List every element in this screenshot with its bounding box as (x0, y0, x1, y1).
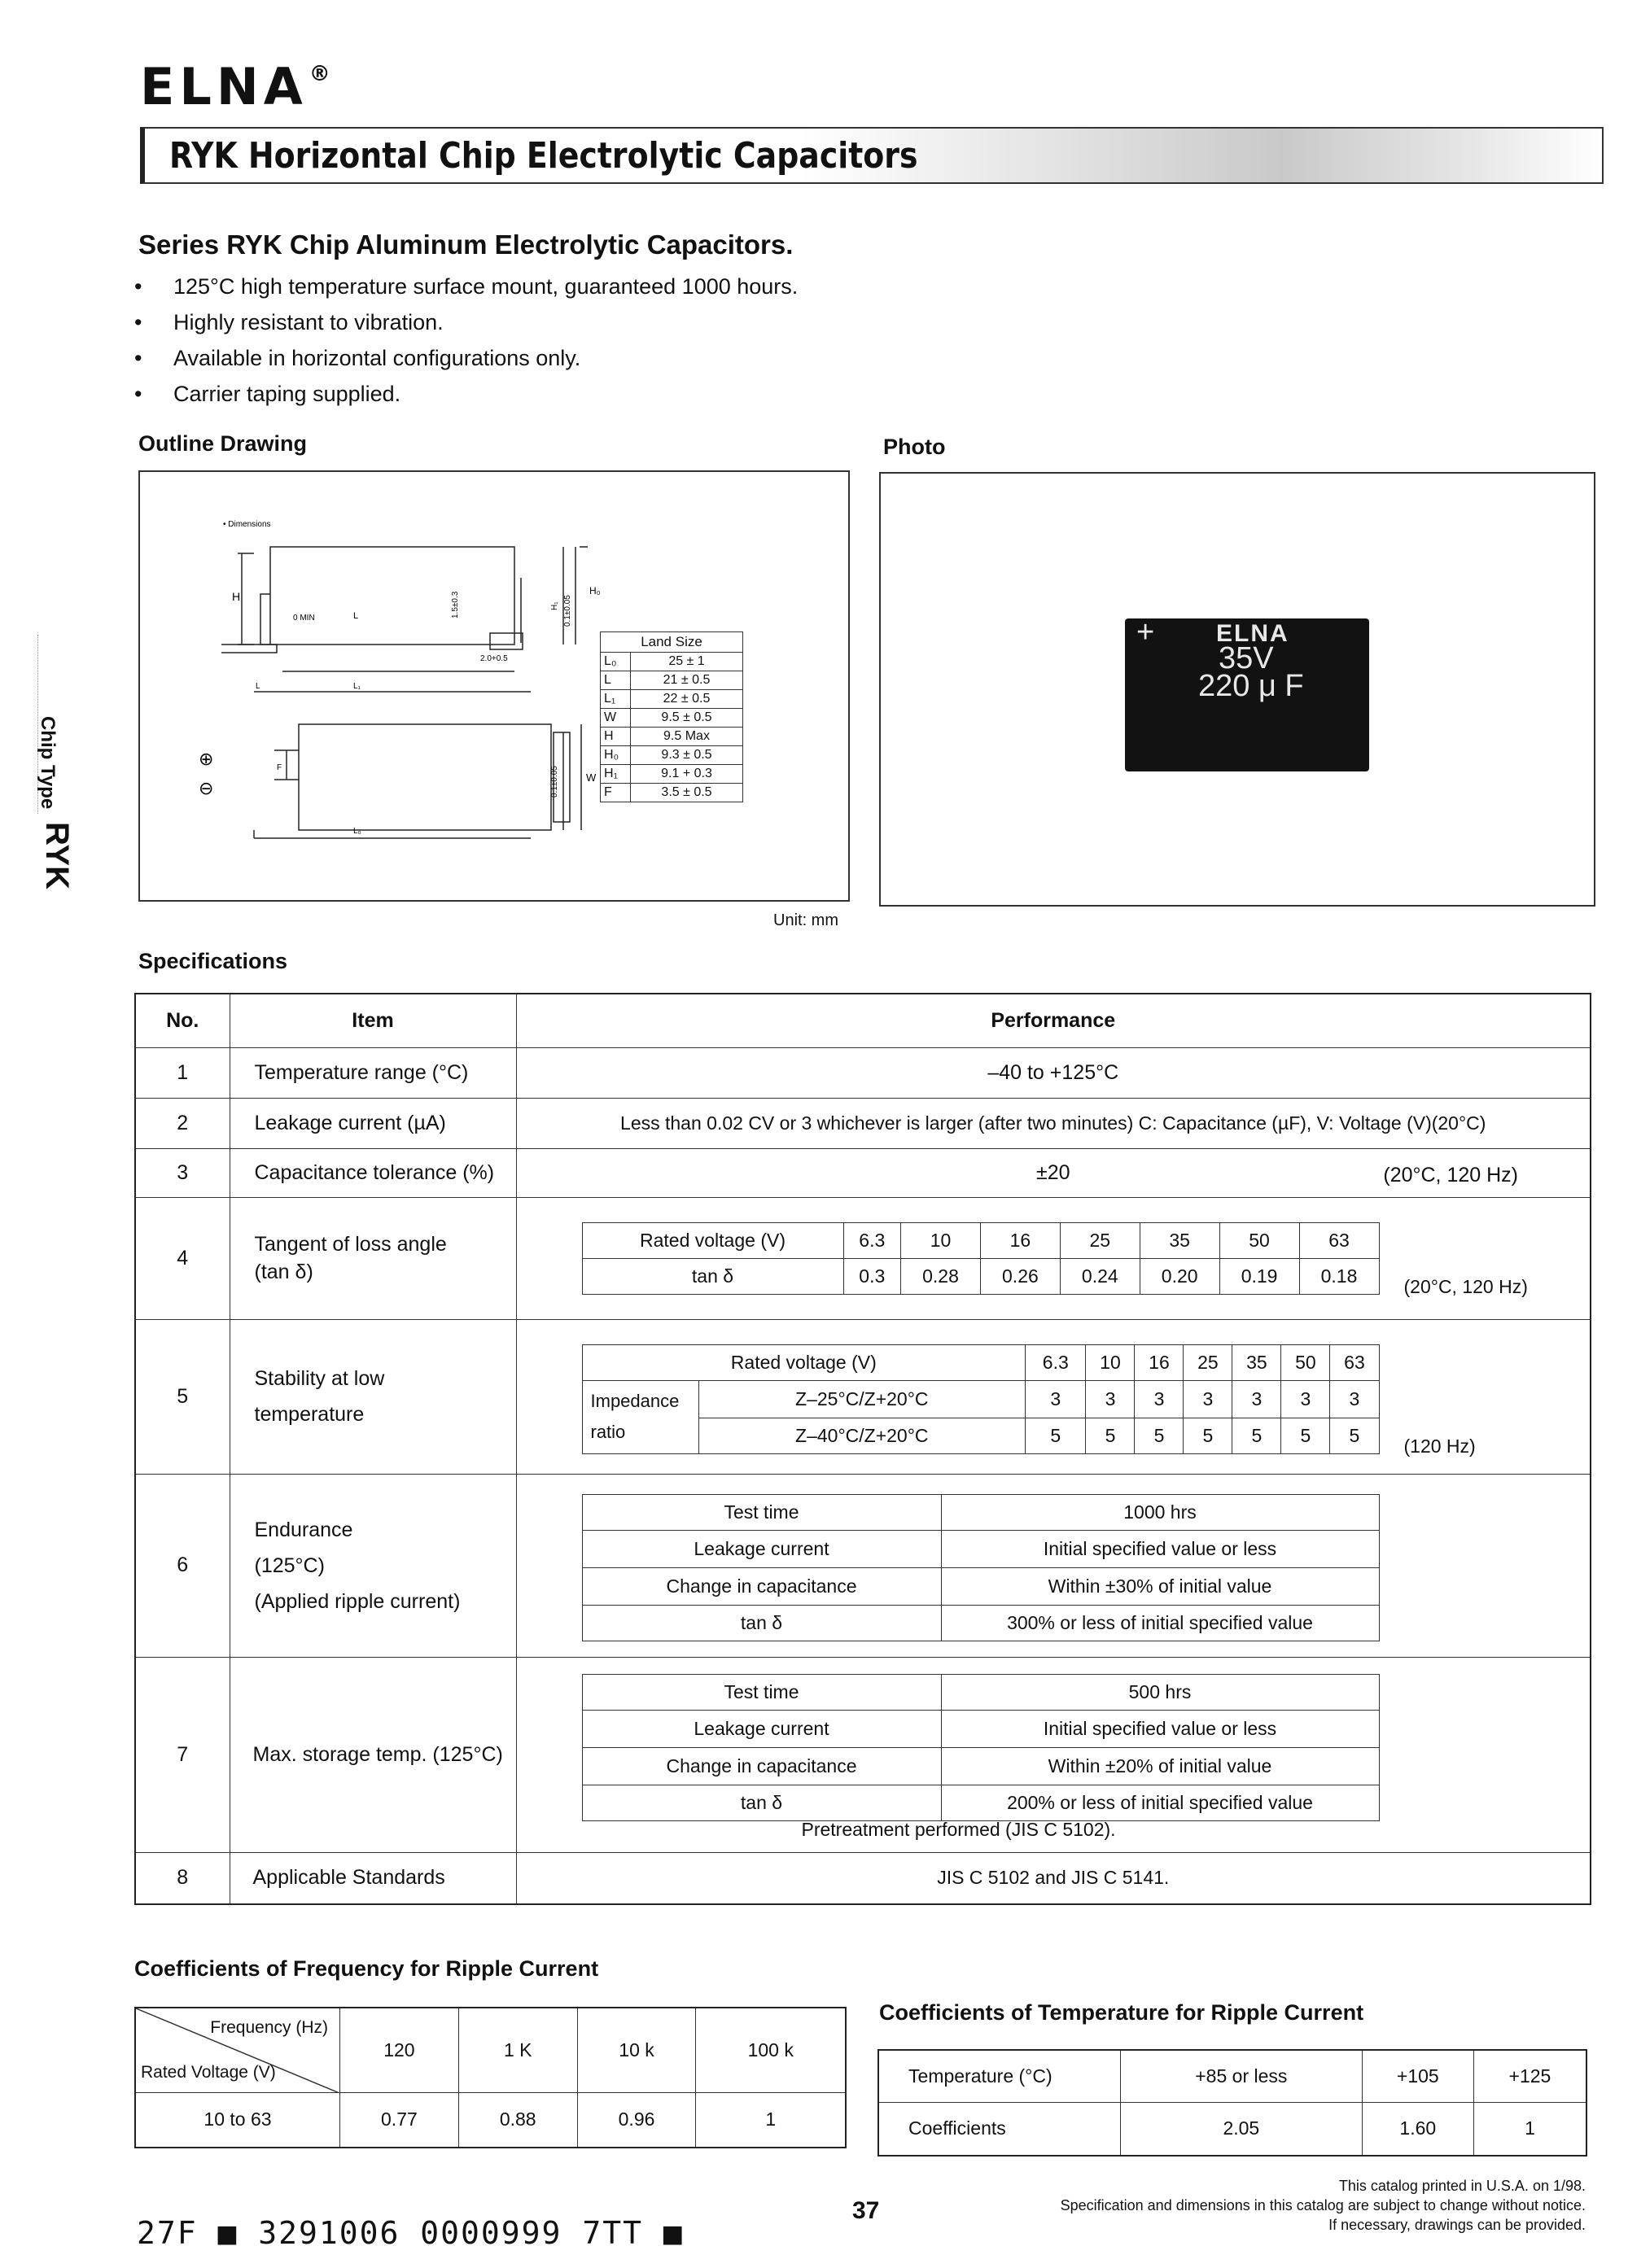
dim-h: H (232, 590, 241, 603)
freq-table (134, 2007, 847, 2148)
minus-terminal-icon: ⊖ (199, 778, 214, 798)
voltage-cell: 25 (1184, 1344, 1232, 1380)
row-item: Leakage current (µA) (230, 1098, 516, 1148)
row-item: Temperature range (°C) (230, 1047, 516, 1098)
voltage-cell: 6.3 (843, 1222, 901, 1258)
tan-cell: 0.24 (1060, 1258, 1140, 1294)
pretreatment-note: Pretreatment performed (JIS C 5102). (801, 1818, 1116, 1840)
dim-l1: L₁ (353, 682, 361, 691)
impedance-table (582, 1344, 1380, 1454)
freq-row-label: 10 to 63 (135, 2092, 340, 2148)
imp-cell: 3 (1026, 1380, 1086, 1418)
col-no: No. (135, 994, 230, 1047)
tolerance-condition: (20°C, 120 Hz) (1383, 1163, 1518, 1186)
temp-col: +125 (1473, 2050, 1586, 2102)
land-key: L₁ (601, 690, 631, 709)
footer-note: This catalog printed in U.S.A. on 1/98. (1338, 2178, 1586, 2194)
land-key: H (601, 728, 631, 746)
voltage-cell: 63 (1299, 1222, 1379, 1258)
row-perf: –40 to +125°C (516, 1047, 1591, 1098)
tan-delta-table (582, 1222, 1380, 1295)
dim-l0: L₀ (353, 827, 361, 836)
land-value: 21 ± 0.5 (631, 671, 743, 690)
endurance-table (582, 1494, 1380, 1641)
brand-logo: ELNA® (140, 57, 330, 116)
voltage-cell: 25 (1060, 1222, 1140, 1258)
temp-header-label: Temperature (°C) (878, 2050, 1121, 2102)
row-no: 4 (135, 1197, 230, 1319)
freq-diag-bottom: Rated Voltage (V) (141, 2062, 276, 2082)
freq-diag-top: Frequency (Hz) (210, 2018, 328, 2037)
footer-notes (918, 2176, 1586, 2235)
land-value: 25 ± 1 (631, 653, 743, 671)
temp-value: 2.05 (1121, 2102, 1363, 2156)
barcode-code: 27F ■ 3291006 0000999 7TT ■ (137, 2215, 684, 2251)
endurance-value: 1000 hrs (941, 1494, 1379, 1530)
dim-f: F (277, 763, 282, 772)
temp-value: 1.60 (1362, 2102, 1473, 2156)
tan-cell: 0.20 (1140, 1258, 1219, 1294)
dim-0-1: 0.1±0.05 (563, 595, 572, 627)
row-item: Stability at low temperature (230, 1319, 516, 1474)
temp-col: +105 (1362, 2050, 1473, 2102)
freq-value: 0.96 (577, 2092, 696, 2148)
row-no: 2 (135, 1098, 230, 1148)
endurance-key: Change in capacitance (582, 1567, 941, 1605)
land-size-title: Land Size (601, 632, 743, 653)
freq-value: 1 (696, 2092, 846, 2148)
tan-label: tan δ (582, 1258, 843, 1294)
row-no: 5 (135, 1319, 230, 1474)
row-perf (516, 1474, 1591, 1657)
tan-head: Rated voltage (V) (582, 1222, 843, 1258)
endurance-key: tan δ (582, 1605, 941, 1641)
page-title: RYK Horizontal Chip Electrolytic Capacitors (169, 135, 918, 177)
tan-cell: 0.18 (1299, 1258, 1379, 1294)
storage-key: Leakage current (582, 1710, 941, 1747)
voltage-cell: 16 (980, 1222, 1060, 1258)
specs-heading: Specifications (138, 949, 288, 973)
row-no: 6 (135, 1474, 230, 1657)
land-size-table (600, 631, 743, 802)
imp-cell: 3 (1330, 1380, 1379, 1418)
row-no: 8 (135, 1852, 230, 1904)
photo-heading: Photo (883, 435, 946, 459)
land-key: L₀ (601, 653, 631, 671)
voltage-cell: 35 (1232, 1344, 1281, 1380)
cap-voltage: 35V (1219, 641, 1274, 675)
row-no: 1 (135, 1047, 230, 1098)
unit-label: Unit: mm (773, 911, 838, 929)
endurance-value: Within ±30% of initial value (941, 1567, 1379, 1605)
imp-row-label: Z–25°C/Z+20°C (698, 1380, 1026, 1418)
imp-row-label: Z–40°C/Z+20°C (698, 1418, 1026, 1453)
voltage-cell: 50 (1281, 1344, 1330, 1380)
storage-value: 200% or less of initial specified value (941, 1785, 1379, 1820)
row-item: Max. storage temp. (125°C) (230, 1657, 516, 1852)
freq-value: 0.88 (458, 2092, 577, 2148)
row-perf: Less than 0.02 CV or 3 whichever is larger (after two minutes) C: Capacitance (µF), V: Voltage (V)(20°C) (516, 1098, 1591, 1148)
cap-brand: ELNA (1216, 620, 1289, 647)
storage-value: 500 hrs (941, 1674, 1379, 1710)
photo-box (879, 472, 1595, 907)
feature-item: • Carrier taping supplied. (134, 376, 798, 412)
row-item: Applicable Standards (230, 1852, 516, 1904)
imp-ratio-label: Impedance ratio (582, 1380, 698, 1453)
endurance-value: Initial specified value or less (941, 1530, 1379, 1567)
land-key: W (601, 709, 631, 728)
freq-col: 100 k (696, 2008, 846, 2092)
storage-value: Initial specified value or less (941, 1710, 1379, 1747)
temp-row-label: Coefficients (878, 2102, 1121, 2156)
endurance-key: Test time (582, 1494, 941, 1530)
tan-cell: 0.26 (980, 1258, 1060, 1294)
imp-cell: 5 (1330, 1418, 1379, 1453)
cap-value: 220 μ F (1198, 669, 1304, 703)
row-item: Tangent of loss angle (tan δ) (230, 1197, 516, 1319)
dim-h0: H₀ (589, 585, 601, 596)
tan-condition: (20°C, 120 Hz) (1403, 1275, 1528, 1297)
storage-value: Within ±20% of initial value (941, 1747, 1379, 1785)
imp-cell: 5 (1184, 1418, 1232, 1453)
tolerance-value: ±20 (1035, 1160, 1070, 1184)
row-item: Capacitance tolerance (%) (230, 1148, 516, 1197)
tan-cell: 0.19 (1219, 1258, 1299, 1294)
outline-drawing-box (138, 470, 850, 902)
voltage-cell: 63 (1330, 1344, 1379, 1380)
dim-2-0: 2.0+0.5 (480, 654, 508, 663)
temp-heading: Coefficients of Temperature for Ripple Current (879, 2000, 1364, 2025)
row-perf (516, 1197, 1591, 1319)
imp-cell: 3 (1135, 1380, 1184, 1418)
land-value: 9.5 ± 0.5 (631, 709, 743, 728)
temp-col: +85 or less (1121, 2050, 1363, 2102)
storage-table (582, 1674, 1380, 1821)
imp-cell: 5 (1135, 1418, 1184, 1453)
dim-0-1-b: 0.1±0.05 (550, 766, 559, 798)
voltage-cell: 6.3 (1026, 1344, 1086, 1380)
storage-key: tan δ (582, 1785, 941, 1820)
feature-item: • Available in horizontal configurations only. (134, 340, 798, 376)
tan-cell: 0.3 (843, 1258, 901, 1294)
dimensions-label: • Dimensions (223, 520, 271, 529)
row-perf (516, 1319, 1591, 1474)
imp-cell: 5 (1086, 1418, 1135, 1453)
freq-value: 0.77 (340, 2092, 459, 2148)
freq-col: 120 (340, 2008, 459, 2092)
land-value: 9.5 Max (631, 728, 743, 746)
dim-l-left: L (256, 682, 260, 691)
side-tab-series: RYK (39, 822, 75, 889)
page-number: 37 (852, 2197, 880, 2224)
row-perf: JIS C 5102 and JIS C 5141. (516, 1852, 1591, 1904)
feature-item: • Highly resistant to vibration. (134, 304, 798, 340)
feature-item: • 125°C high temperature surface mount, guaranteed 1000 hours. (134, 269, 798, 304)
voltage-cell: 16 (1135, 1344, 1184, 1380)
row-no: 3 (135, 1148, 230, 1197)
voltage-cell: 50 (1219, 1222, 1299, 1258)
footer-note: Specification and dimensions in this catalog are subject to change without notice. (1060, 2197, 1586, 2213)
land-value: 22 ± 0.5 (631, 690, 743, 709)
imp-cell: 3 (1232, 1380, 1281, 1418)
dim-w: W (586, 771, 597, 784)
title-bar (140, 127, 1604, 184)
land-value: 9.1 + 0.3 (631, 765, 743, 784)
freq-col: 10 k (577, 2008, 696, 2092)
imp-cell: 3 (1086, 1380, 1135, 1418)
storage-key: Change in capacitance (582, 1747, 941, 1785)
specs-table (134, 993, 1591, 1905)
freq-heading: Coefficients of Frequency for Ripple Current (134, 1956, 599, 1981)
plus-terminal-icon: ⊕ (199, 749, 214, 769)
tan-cell: 0.28 (901, 1258, 981, 1294)
endurance-key: Leakage current (582, 1530, 941, 1567)
freq-col: 1 K (458, 2008, 577, 2092)
imp-cell: 3 (1281, 1380, 1330, 1418)
series-heading: Series RYK Chip Aluminum Electrolytic Capacitors. (138, 229, 794, 260)
voltage-cell: 35 (1140, 1222, 1219, 1258)
land-key: L (601, 671, 631, 690)
side-tab (21, 635, 75, 903)
outline-heading: Outline Drawing (138, 431, 308, 456)
temp-table (877, 2049, 1587, 2157)
land-key: F (601, 784, 631, 802)
land-key: H₁ (601, 765, 631, 784)
dim-l: L (353, 611, 359, 621)
imp-cell: 3 (1184, 1380, 1232, 1418)
dim-0min: 0 MIN (293, 614, 315, 623)
dim-1-5: 1.5±0.3 (451, 591, 460, 618)
row-perf (516, 1657, 1591, 1852)
imp-condition: (120 Hz) (1403, 1435, 1476, 1457)
land-value: 3.5 ± 0.5 (631, 784, 743, 802)
land-key: H₀ (601, 746, 631, 765)
row-no: 7 (135, 1657, 230, 1852)
temp-value: 1 (1473, 2102, 1586, 2156)
imp-cell: 5 (1232, 1418, 1281, 1453)
freq-diagonal-header (135, 2008, 340, 2092)
voltage-cell: 10 (1086, 1344, 1135, 1380)
cap-plus: + (1136, 615, 1155, 649)
land-value: 9.3 ± 0.5 (631, 746, 743, 765)
col-performance: Performance (516, 994, 1591, 1047)
footer-note: If necessary, drawings can be provided. (1328, 2217, 1586, 2233)
row-item: Endurance (125°C) (Applied ripple current) (230, 1474, 516, 1657)
imp-cell: 5 (1281, 1418, 1330, 1453)
capacitor-photo (1125, 615, 1369, 771)
storage-key: Test time (582, 1674, 941, 1710)
feature-list (134, 269, 798, 412)
row-perf (516, 1148, 1591, 1197)
voltage-cell: 10 (901, 1222, 981, 1258)
imp-cell: 5 (1026, 1418, 1086, 1453)
endurance-value: 300% or less of initial specified value (941, 1605, 1379, 1641)
imp-head: Rated voltage (V) (582, 1344, 1026, 1380)
col-item: Item (230, 994, 516, 1047)
dim-h1: H₁ (550, 601, 559, 610)
side-tab-chip-type: Chip Type (37, 716, 59, 810)
